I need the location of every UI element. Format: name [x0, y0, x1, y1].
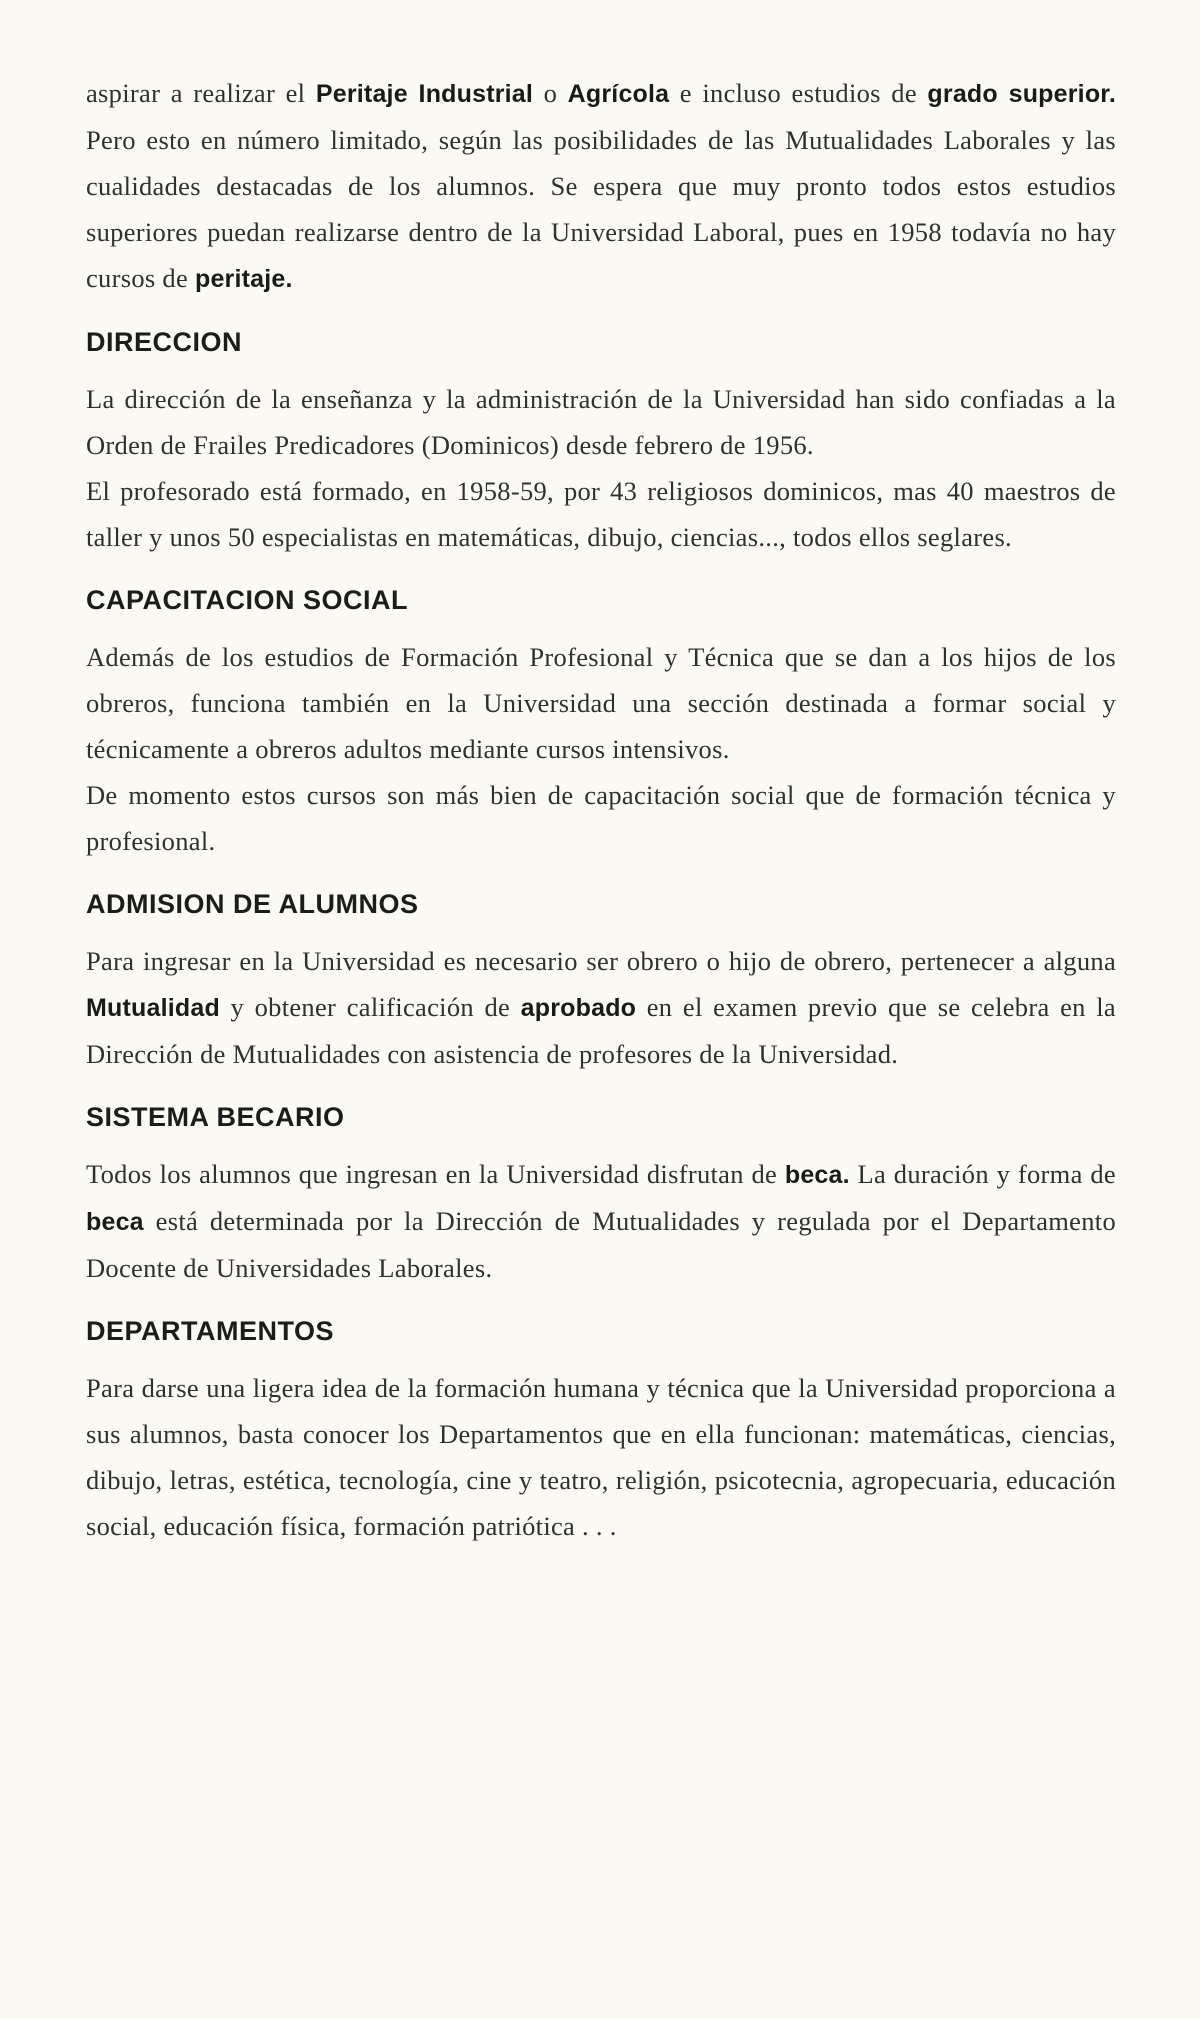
- intro-bold-peritaje: peritaje.: [194, 265, 293, 293]
- document-page: [86, 70, 1116, 1970]
- intro-bold-agricola: Agrícola: [567, 80, 670, 108]
- admision-text-1: Para ingresar en la Universidad es necesario ser obrero o hijo de obrero, pertenecer a alguna: [86, 946, 1116, 976]
- capacitacion-paragraph-1: Además de los estudios de Formación Profesional y Técnica que se dan a los hijos de los obreros, funciona también en la Universidad una sección destinada a formar social y técnicamente a obreros adultos mediante cursos intensivos.: [86, 642, 1116, 764]
- intro-bold-grado-superior: grado superior.: [927, 80, 1116, 108]
- section-admision: [86, 884, 1116, 1077]
- admision-bold-aprobado: aprobado: [520, 994, 637, 1022]
- heading-admision: ADMISION DE ALUMNOS: [86, 889, 419, 919]
- becario-bold-beca-2: beca: [86, 1208, 144, 1236]
- heading-sistema-becario: SISTEMA BECARIO: [86, 1102, 345, 1132]
- heading-departamentos: DEPARTAMENTOS: [86, 1316, 335, 1346]
- intro-text-2: o: [533, 78, 568, 108]
- becario-text-2: La duración y forma de: [849, 1159, 1116, 1189]
- section-sistema-becario: [86, 1097, 1116, 1291]
- intro-text-4: Pero esto en número limitado, según las posibilidades de las Mutualidades Laborales y las cualidades destacadas de los alumnos. Se espera que muy pronto todos estos estudios superiores puedan realizarse dentro de la Universidad Laboral, pues en 1958 todavía no hay cursos de: [86, 125, 1116, 293]
- admision-bold-mutualidad: Mutualidad: [86, 994, 220, 1022]
- admision-text-2: y obtener calificación de: [219, 992, 521, 1022]
- becario-text-1: Todos los alumnos que ingresan en la Universidad disfrutan de: [86, 1159, 785, 1189]
- becario-paragraph: [86, 1151, 1116, 1291]
- heading-direccion: DIRECCION: [86, 327, 243, 357]
- intro-paragraph: [86, 70, 1116, 302]
- section-departamentos: [86, 1311, 1116, 1549]
- admision-paragraph: [86, 938, 1116, 1077]
- section-capacitacion-social: [86, 580, 1116, 864]
- section-direccion: [86, 322, 1116, 560]
- intro-bold-peritaje-industrial: Peritaje Industrial: [315, 80, 534, 108]
- becario-text-3: está determinada por la Dirección de Mutualidades y regulada por el Departamento Docente de Universidades Laborales.: [86, 1206, 1116, 1283]
- intro-text-1: aspirar a realizar el: [86, 78, 316, 108]
- heading-capacitacion-social: CAPACITACION SOCIAL: [86, 585, 408, 615]
- admision-text-3: en el examen previo que se celebra en la Dirección de Mutualidades con asistencia de profesores de la Universidad.: [86, 992, 1116, 1069]
- departamentos-paragraph: Para darse una ligera idea de la formación humana y técnica que la Universidad proporciona a sus alumnos, basta conocer los Departamentos que en ella funcionan: matemáticas, ciencias, dibujo, letras, estética, tecnología, cine y teatro, religión, psicotecnia, agropecuaria, educación social, educación física, formación patriótica . . .: [86, 1373, 1116, 1541]
- becario-bold-beca-1: beca.: [784, 1161, 850, 1189]
- direccion-paragraph-2: El profesorado está formado, en 1958-59, por 43 religiosos dominicos, mas 40 maestros de taller y unos 50 especialistas en matemáticas, dibujo, ciencias..., todos ellos seglares.: [86, 476, 1116, 552]
- capacitacion-paragraph-2: De momento estos cursos son más bien de capacitación social que de formación técnica y profesional.: [86, 780, 1116, 856]
- intro-text-3: e incluso estudios de: [669, 78, 928, 108]
- direccion-paragraph-1: La dirección de la enseñanza y la administración de la Universidad han sido confiadas a la Orden de Frailes Predicadores (Dominicos) desde febrero de 1956.: [86, 384, 1116, 460]
